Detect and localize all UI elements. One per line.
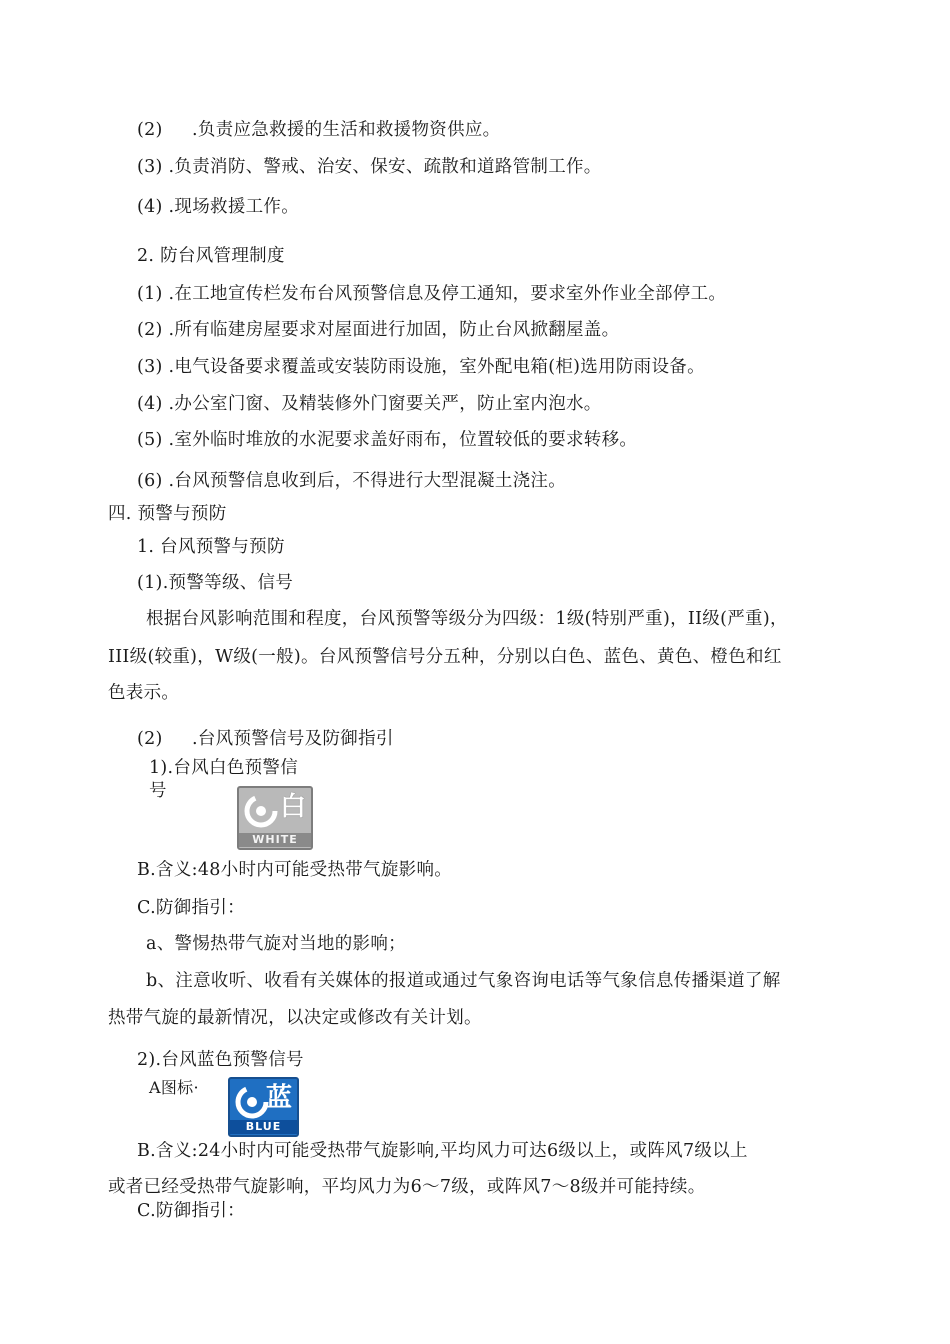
sub-item-heading-2: (2) .台风预警信号及防御指引 bbox=[137, 729, 394, 749]
blue-icon-label: A图标· bbox=[149, 1078, 199, 1097]
rule-item-3: (3) .电气设备要求覆盖或安装防雨设施，室外配电箱(柜)选用防雨设备。 bbox=[137, 357, 705, 377]
white-guidance-a: a、警惕热带气旋对当地的影响； bbox=[146, 934, 406, 954]
white-signal-title: 1).台风白色预警信 bbox=[149, 758, 299, 778]
rule-item-4: (4) .办公室门窗、及精装修外门窗要关严，防止室内泡水。 bbox=[137, 394, 602, 414]
subsection-heading: 1. 台风预警与预防 bbox=[137, 537, 285, 557]
blue-signal-title: 2).台风蓝色预警信号 bbox=[137, 1050, 304, 1070]
white-signal-label: WHITE bbox=[239, 833, 311, 847]
blue-meaning-cont: 或者已经受热带气旋影响，平均风力为6〜7级，或阵风7〜8级并可能持续。 bbox=[108, 1177, 706, 1197]
rule-item-6: (6) .台风预警信息收到后，不得进行大型混凝土浇注。 bbox=[137, 471, 567, 491]
white-meaning: B.含义:48小时内可能受热带气旋影响。 bbox=[137, 860, 453, 880]
white-guidance-heading: C.防御指引： bbox=[137, 898, 245, 918]
rule-item-2: (2) .所有临建房屋要求对屋面进行加固，防止台风掀翻屋盖。 bbox=[137, 320, 620, 340]
blue-guidance-heading: C.防御指引： bbox=[137, 1201, 245, 1221]
blue-signal-icon bbox=[228, 1077, 299, 1137]
blue-signal-char: 蓝 bbox=[265, 1083, 292, 1113]
blue-meaning: B.含义:24小时内可能受热带气旋影响,平均风力可达6级以上，或阵风7级以上 bbox=[137, 1141, 748, 1161]
white-signal-char: 白 bbox=[279, 792, 306, 822]
blue-signal-label: BLUE bbox=[230, 1120, 297, 1134]
white-signal-icon bbox=[237, 786, 313, 850]
rule-item-1: (1) .在工地宣传栏发布台风预警信息及停工通知，要求室外作业全部停工。 bbox=[137, 284, 727, 304]
duty-item-2: (2) .负责应急救援的生活和救援物资供应。 bbox=[137, 120, 501, 140]
duty-item-3: (3) .负责消防、警戒、治安、保安、疏散和道路管制工作。 bbox=[137, 157, 602, 177]
duty-item-4: (4) .现场救援工作。 bbox=[137, 197, 300, 217]
chapter-heading: 四. 预警与预防 bbox=[108, 504, 227, 524]
section-heading-typhoon-rules: 2. 防台风管理制度 bbox=[137, 246, 285, 266]
sub-item-heading: (1).预警等级、信号 bbox=[137, 573, 294, 593]
paragraph-line-2: III级(较重)，W级(一般)。台风预警信号分五种，分别以白色、蓝色、黄色、橙色和红 bbox=[108, 647, 782, 667]
typhoon-swirl-icon bbox=[244, 794, 278, 828]
rule-item-5: (5) .室外临时堆放的水泥要求盖好雨布，位置较低的要求转移。 bbox=[137, 430, 638, 450]
typhoon-swirl-icon bbox=[235, 1085, 269, 1119]
paragraph-line-1: 根据台风影响范围和程度，台风预警等级分为四级：1级(特别严重)，II级(严重)， bbox=[146, 609, 788, 629]
white-guidance-b: b、注意收听、收看有关媒体的报道或通过气象咨询电话等气象信息传播渠道了解 bbox=[146, 971, 781, 991]
paragraph-line-3: 色表示。 bbox=[108, 683, 180, 703]
white-guidance-b-cont: 热带气旋的最新情况，以决定或修改有关计划。 bbox=[108, 1008, 482, 1028]
white-signal-title-cont: 号 bbox=[149, 781, 167, 801]
